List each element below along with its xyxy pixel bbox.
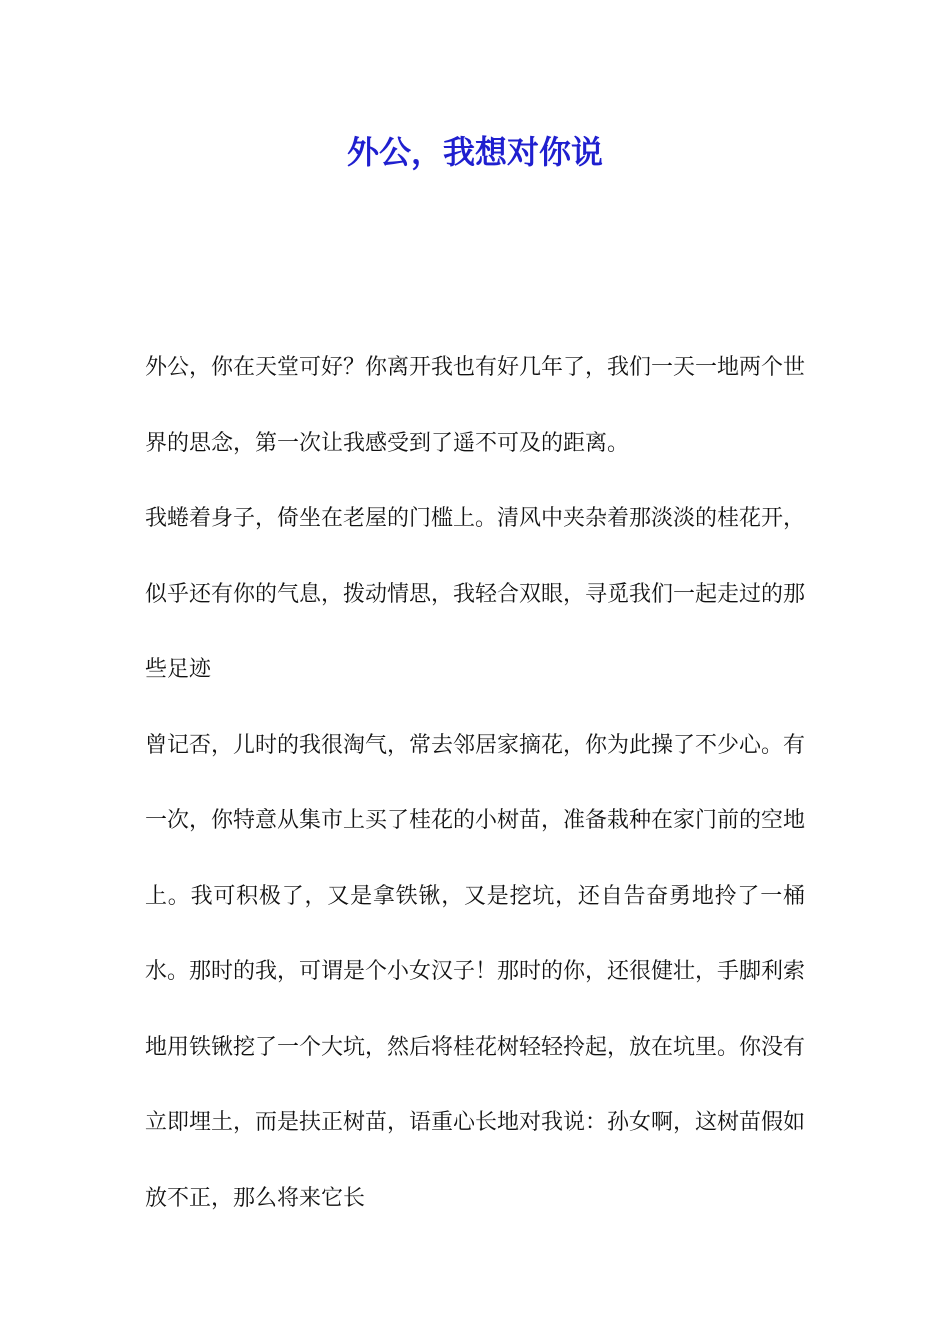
paragraph-1: 外公，你在天堂可好？你离开我也有好几年了，我们一天一地两个世界的思念，第一次让我感受到了遥不可及的距离。 <box>145 355 806 456</box>
paragraph-3: 曾记否，儿时的我很淘气，常去邻居家摘花，你为此操了不少心。有一次，你特意从集市上买了桂花的小树苗，准备栽种在家门前的空地上。我可积极了，又是拿铁锹，又是挖坑，还自告奋勇地拎了一桶水。那时的我，可谓是个小女汉子！那时的你，还很健壮，手脚利索地用铁锹挖了一个大坑，然后将桂花树轻轻拎起，放在坑里。你没有立即埋土，而是扶正树苗，语重心长地对我说：孙女啊，这树苗假如放不正，那么将来它长 <box>145 732 806 1211</box>
paragraph-2: 我蜷着身子，倚坐在老屋的门槛上。清风中夹杂着那淡淡的桂花开，似乎还有你的气息，拨动情思，我轻合双眼，寻觅我们一起走过的那些足迹 <box>145 506 806 682</box>
document-body <box>145 330 805 1236</box>
document-title: 外公，我想对你说 <box>346 133 603 171</box>
